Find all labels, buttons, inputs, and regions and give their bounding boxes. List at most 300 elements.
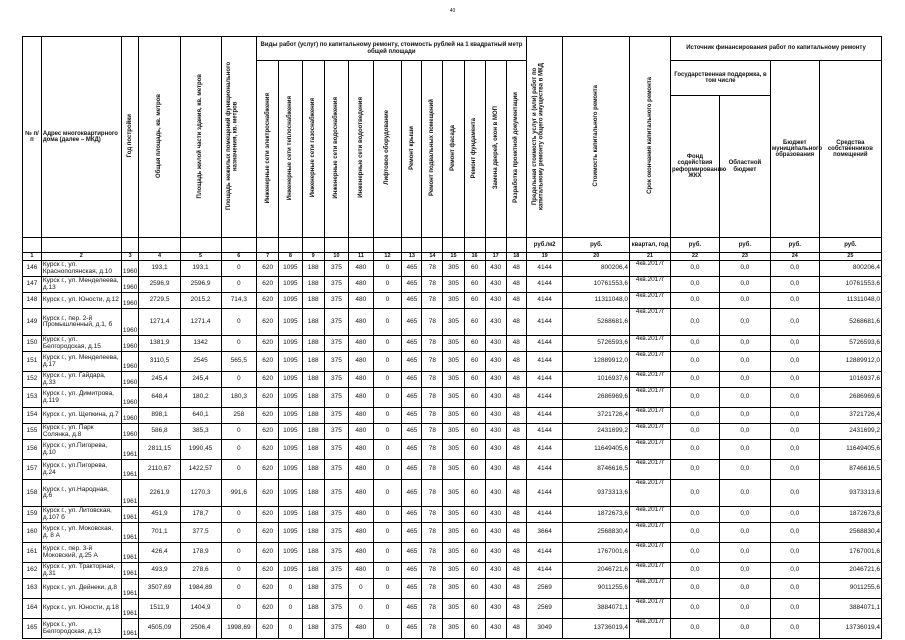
row-fund: 0,0 [671,424,720,440]
row-cost-design: 48 [506,440,526,460]
row-cost-sewerage: 480 [349,408,373,424]
row-year: 1961 [121,523,139,543]
row-cost-design: 48 [506,480,526,507]
unit-term: квартал, год [630,238,671,253]
row-cost-facade: 305 [443,480,464,507]
row-cost-basement: 78 [422,352,443,372]
row-municipal: 0,0 [770,261,819,277]
row-municipal: 0,0 [770,352,819,372]
row-number: 149 [23,309,42,336]
row-total-area: 493,9 [139,563,180,579]
row-cost-lifts: 0 [373,619,402,639]
row-owners: 3884071,1 [819,599,881,619]
row-address: Курск г., ул. Краснополянская, д.10 [41,261,121,277]
column-number: 17 [485,253,506,261]
row-cost-sewerage: 480 [349,277,373,293]
row-regional: 0,0 [719,543,770,563]
row-address: Курск г., ул. Тракторная, д.31 [41,563,121,579]
row-limit-cost: 4144 [526,277,563,293]
column-number: 12 [373,253,402,261]
unit-fund: руб. [671,238,720,253]
row-fund: 0,0 [671,352,720,372]
row-regional: 0,0 [719,507,770,523]
row-cost-facade: 305 [443,579,464,599]
row-cost-doors: 430 [485,460,506,480]
row-cost-roof: 465 [402,293,422,309]
row-address: Курск г., ул. Менделеева, д.13 [41,277,121,293]
row-nonres-area: 0 [221,309,257,336]
row-cost-water: 375 [324,480,348,507]
row-term: 4кв.2017г [630,440,671,460]
row-fund: 0,0 [671,543,720,563]
row-total-area: 193,1 [139,261,180,277]
row-living-area: 2506,4 [180,619,221,639]
row-cost-lifts: 0 [373,507,402,523]
row-address: Курск г., ул. Юности, д.12 [41,293,121,309]
row-year: 1960 [121,336,139,352]
row-municipal: 0,0 [770,480,819,507]
row-nonres-area: 0 [221,599,257,619]
row-cost-heating: 1095 [279,543,302,563]
row-cost-sewerage: 480 [349,480,373,507]
row-cost-heating: 1095 [279,507,302,523]
row-nonres-area: 0 [221,460,257,480]
header-work-gas: Инженерные сети газоснабжения [302,61,324,238]
row-cost-basement: 78 [422,388,443,408]
row-address: Курск г., ул. Дейнеки, д.8 [41,579,121,599]
row-owners: 3721726,4 [819,408,881,424]
row-living-area: 278,6 [180,563,221,579]
row-year: 1961 [121,579,139,599]
row-year: 1960 [121,424,139,440]
row-cost-heating: 1095 [279,293,302,309]
row-regional: 0,0 [719,352,770,372]
row-total-area: 2729,5 [139,293,180,309]
table-row [23,619,882,639]
row-owners: 1016937,6 [819,372,881,388]
row-number: 159 [23,507,42,523]
row-fund: 0,0 [671,579,720,599]
row-cost-lifts: 0 [373,309,402,336]
row-cost-basement: 78 [422,293,443,309]
row-cost-gas: 188 [302,543,324,563]
row-cost-doors: 430 [485,408,506,424]
row-cost-doors: 430 [485,424,506,440]
row-cost-heating: 0 [279,579,302,599]
row-cost-electric: 620 [257,408,279,424]
row-nonres-area: 0 [221,336,257,352]
row-fund: 0,0 [671,440,720,460]
row-cost-doors: 430 [485,336,506,352]
row-owners: 13736019,4 [819,619,881,639]
row-cost-roof: 465 [402,309,422,336]
row-cost-foundation: 60 [464,352,485,372]
row-term: 4кв.2017г [630,507,671,523]
row-cost-design: 48 [506,599,526,619]
row-cost-design: 48 [506,293,526,309]
unit-cost: руб. [563,238,630,253]
header-owners: Средства собственников помещений [819,61,881,238]
row-cost-lifts: 0 [373,424,402,440]
row-address: Курск г., ул. Менделеева, д.17 [41,352,121,372]
row-nonres-area: 991,6 [221,480,257,507]
column-number: 4 [139,253,180,261]
row-cost-doors: 430 [485,579,506,599]
row-cost-electric: 620 [257,619,279,639]
row-term: 4кв.2017г [630,293,671,309]
row-cost-heating: 0 [279,599,302,619]
column-number: 15 [443,253,464,261]
row-nonres-area: 0 [221,507,257,523]
row-cost-gas: 188 [302,309,324,336]
row-cost-basement: 78 [422,372,443,388]
row-cost-water: 375 [324,352,348,372]
row-cost-gas: 188 [302,599,324,619]
row-living-area: 1271,4 [180,309,221,336]
row-cost-lifts: 0 [373,599,402,619]
row-number: 161 [23,543,42,563]
row-nonres-area: 180,3 [221,388,257,408]
row-cost-sewerage: 480 [349,460,373,480]
header-work-roof: Ремонт крыши [402,61,422,238]
row-cost-electric: 620 [257,543,279,563]
row-total-area: 1271,4 [139,309,180,336]
row-cost-facade: 305 [443,277,464,293]
row-cost-lifts: 0 [373,579,402,599]
row-year: 1961 [121,460,139,480]
row-regional: 0,0 [719,293,770,309]
row-living-area: 640,1 [180,408,221,424]
row-cost-basement: 78 [422,336,443,352]
row-living-area: 180,2 [180,388,221,408]
row-term: 4кв.2017г [630,543,671,563]
column-number: 9 [302,253,324,261]
row-repair-cost: 1872673,6 [563,507,630,523]
row-number: 150 [23,336,42,352]
row-cost-design: 48 [506,424,526,440]
row-address: Курск г., ул.Пигорева, д.10 [41,440,121,460]
row-cost-electric: 620 [257,352,279,372]
row-number: 152 [23,372,42,388]
row-owners: 9373313,6 [819,480,881,507]
column-number: 1 [23,253,42,261]
row-repair-cost: 11311048,0 [563,293,630,309]
row-repair-cost: 11649405,6 [563,440,630,460]
row-total-area: 245,4 [139,372,180,388]
row-cost-sewerage: 480 [349,293,373,309]
row-cost-gas: 188 [302,480,324,507]
row-term: 4кв.2017г [630,523,671,543]
row-regional: 0,0 [719,424,770,440]
row-cost-lifts: 0 [373,277,402,293]
row-limit-cost: 4144 [526,543,563,563]
row-fund: 0,0 [671,460,720,480]
row-cost-sewerage: 480 [349,336,373,352]
row-cost-water: 375 [324,440,348,460]
row-year: 1960 [121,388,139,408]
row-cost-lifts: 0 [373,460,402,480]
unit-owners: руб. [819,238,881,253]
row-total-area: 4505,09 [139,619,180,639]
row-fund: 0,0 [671,523,720,543]
row-cost-doors: 430 [485,309,506,336]
row-nonres-area: 0 [221,372,257,388]
row-fund: 0,0 [671,619,720,639]
row-cost-water: 375 [324,563,348,579]
column-number: 11 [349,253,373,261]
row-address: Курск г., ул. Щепкина, д.7 [41,408,121,424]
row-cost-foundation: 60 [464,460,485,480]
row-term: 4кв.2017г [630,579,671,599]
header-works-group: Виды работ (услуг) по капитальному ремонту, стоимость рублей на 1 квадратный метр общей площади [257,37,527,61]
row-cost-water: 375 [324,619,348,639]
row-total-area: 898,1 [139,408,180,424]
row-cost-lifts: 0 [373,523,402,543]
row-cost-facade: 305 [443,261,464,277]
row-cost-gas: 188 [302,579,324,599]
row-cost-roof: 465 [402,599,422,619]
row-cost-water: 375 [324,388,348,408]
row-total-area: 451,9 [139,507,180,523]
row-cost-heating: 1095 [279,440,302,460]
row-cost-gas: 188 [302,563,324,579]
row-municipal: 0,0 [770,619,819,639]
row-cost-heating: 1095 [279,372,302,388]
row-regional: 0,0 [719,336,770,352]
column-number: 24 [770,253,819,261]
row-cost-doors: 430 [485,440,506,460]
row-cost-sewerage: 480 [349,424,373,440]
row-limit-cost: 2569 [526,579,563,599]
column-number: 14 [422,253,443,261]
table-row [23,388,882,408]
row-repair-cost: 10761553,6 [563,277,630,293]
row-cost-lifts: 0 [373,408,402,424]
row-cost-basement: 78 [422,261,443,277]
row-cost-gas: 188 [302,293,324,309]
row-living-area: 1422,57 [180,460,221,480]
row-year: 1960 [121,261,139,277]
row-year: 1960 [121,372,139,388]
row-cost-facade: 305 [443,336,464,352]
row-cost-facade: 305 [443,352,464,372]
row-cost-water: 375 [324,579,348,599]
row-owners: 2431699,2 [819,424,881,440]
row-cost-sewerage: 480 [349,261,373,277]
row-cost-basement: 78 [422,543,443,563]
row-cost-lifts: 0 [373,352,402,372]
row-cost-electric: 620 [257,599,279,619]
header-address: Адрес многоквартирного дома (далее – МКД) [41,37,121,238]
row-cost-lifts: 0 [373,440,402,460]
row-owners: 1767001,6 [819,543,881,563]
header-work-foundation: Ремонт фундамента [464,61,485,238]
row-cost-doors: 430 [485,480,506,507]
row-cost-facade: 305 [443,543,464,563]
row-owners: 11311048,0 [819,293,881,309]
table-row [23,352,882,372]
row-cost-foundation: 60 [464,507,485,523]
row-regional: 0,0 [719,523,770,543]
column-number: 25 [819,253,881,261]
row-municipal: 0,0 [770,309,819,336]
row-living-area: 2596,9 [180,277,221,293]
column-number: 21 [630,253,671,261]
row-cost-sewerage: 480 [349,372,373,388]
row-cost-facade: 305 [443,309,464,336]
row-limit-cost: 4144 [526,372,563,388]
row-cost-design: 48 [506,352,526,372]
row-address: Курск г., ул. Белгородская, д.15 [41,336,121,352]
row-term: 4кв.2017г [630,460,671,480]
row-regional: 0,0 [719,599,770,619]
row-living-area: 178,9 [180,543,221,563]
table-row [23,336,882,352]
row-cost-roof: 465 [402,261,422,277]
row-cost-heating: 1095 [279,460,302,480]
row-cost-electric: 620 [257,563,279,579]
row-cost-roof: 465 [402,563,422,579]
row-municipal: 0,0 [770,293,819,309]
row-total-area: 648,4 [139,388,180,408]
row-total-area: 586,8 [139,424,180,440]
row-living-area: 1270,3 [180,480,221,507]
row-cost-design: 48 [506,261,526,277]
row-regional: 0,0 [719,619,770,639]
table-row [23,507,882,523]
row-regional: 0,0 [719,309,770,336]
row-cost-electric: 620 [257,293,279,309]
row-cost-water: 375 [324,507,348,523]
row-cost-heating: 1095 [279,261,302,277]
row-nonres-area: 0 [221,440,257,460]
row-nonres-area: 0 [221,424,257,440]
table-row [23,408,882,424]
row-total-area: 1511,9 [139,599,180,619]
row-owners: 5268681,6 [819,309,881,336]
row-fund: 0,0 [671,507,720,523]
row-repair-cost: 800206,4 [563,261,630,277]
row-total-area: 1381,9 [139,336,180,352]
row-number: 157 [23,460,42,480]
row-cost-heating: 1095 [279,309,302,336]
row-cost-facade: 305 [443,293,464,309]
row-repair-cost: 13736019,4 [563,619,630,639]
row-owners: 2686969,6 [819,388,881,408]
table-row [23,523,882,543]
row-living-area: 2545 [180,352,221,372]
row-term: 4кв.2017г [630,309,671,336]
row-limit-cost: 4144 [526,293,563,309]
row-cost-water: 375 [324,543,348,563]
row-address: Курск г., ул. Юности, д.18 [41,599,121,619]
header-work-facade: Ремонт фасада [443,61,464,238]
row-municipal: 0,0 [770,543,819,563]
row-cost-roof: 465 [402,460,422,480]
row-cost-doors: 430 [485,619,506,639]
row-cost-facade: 305 [443,599,464,619]
row-year: 1960 [121,277,139,293]
row-cost-electric: 620 [257,277,279,293]
header-state-support: Государственная поддержка, в том числе [671,61,771,96]
row-municipal: 0,0 [770,372,819,388]
row-cost-foundation: 60 [464,388,485,408]
row-repair-cost: 9373313,6 [563,480,630,507]
row-cost-electric: 620 [257,424,279,440]
row-limit-cost: 4144 [526,309,563,336]
row-owners: 800206,4 [819,261,881,277]
row-fund: 0,0 [671,261,720,277]
row-address: Курск г., ул. Белгородская, д.13 [41,619,121,639]
row-cost-basement: 78 [422,309,443,336]
row-address: Курск г., ул. Димитрова, д.119 [41,388,121,408]
row-regional: 0,0 [719,408,770,424]
row-fund: 0,0 [671,408,720,424]
row-municipal: 0,0 [770,523,819,543]
row-cost-doors: 430 [485,277,506,293]
row-cost-basement: 78 [422,408,443,424]
row-cost-lifts: 0 [373,336,402,352]
row-term: 4кв.2017г [630,261,671,277]
header-work-lifts: Лифтовое оборудование [373,61,402,238]
row-number: 151 [23,352,42,372]
table-row [23,543,882,563]
row-nonres-area: 1998,69 [221,619,257,639]
row-address: Курск г., ул. Литовская, д.107 б [41,507,121,523]
row-total-area: 701,1 [139,523,180,543]
row-cost-lifts: 0 [373,293,402,309]
row-cost-basement: 78 [422,440,443,460]
row-cost-facade: 305 [443,388,464,408]
row-cost-foundation: 60 [464,523,485,543]
table-row [23,480,882,507]
row-cost-electric: 620 [257,388,279,408]
row-cost-water: 375 [324,460,348,480]
row-regional: 0,0 [719,261,770,277]
column-number: 5 [180,253,221,261]
row-cost-foundation: 60 [464,372,485,388]
row-cost-gas: 188 [302,619,324,639]
row-cost-gas: 188 [302,261,324,277]
table-row [23,372,882,388]
header-repair-cost: Стоимость капитального ремонта [563,37,630,238]
row-total-area: 3110,5 [139,352,180,372]
row-cost-facade: 305 [443,408,464,424]
header-funding-group: Источник финансирования работ по капитальному ремонту [671,37,882,61]
row-cost-lifts: 0 [373,543,402,563]
row-cost-doors: 430 [485,388,506,408]
row-term: 4кв.2017г [630,563,671,579]
row-nonres-area: 0 [221,523,257,543]
row-cost-roof: 465 [402,277,422,293]
row-cost-water: 375 [324,372,348,388]
row-limit-cost: 4144 [526,408,563,424]
header-work-basement: Ремонт подвальных помещений [422,61,443,238]
row-address: Курск г., пер. 2-й Промышленный, д.1, б [41,309,121,336]
row-nonres-area: 0 [221,563,257,579]
row-cost-electric: 620 [257,336,279,352]
row-cost-heating: 1095 [279,408,302,424]
row-fund: 0,0 [671,563,720,579]
row-cost-gas: 188 [302,440,324,460]
row-cost-sewerage: 480 [349,388,373,408]
row-nonres-area: 714,3 [221,293,257,309]
column-numbers-row [23,253,882,261]
row-fund: 0,0 [671,480,720,507]
column-number: 13 [402,253,422,261]
column-number: 8 [279,253,302,261]
row-cost-roof: 465 [402,440,422,460]
